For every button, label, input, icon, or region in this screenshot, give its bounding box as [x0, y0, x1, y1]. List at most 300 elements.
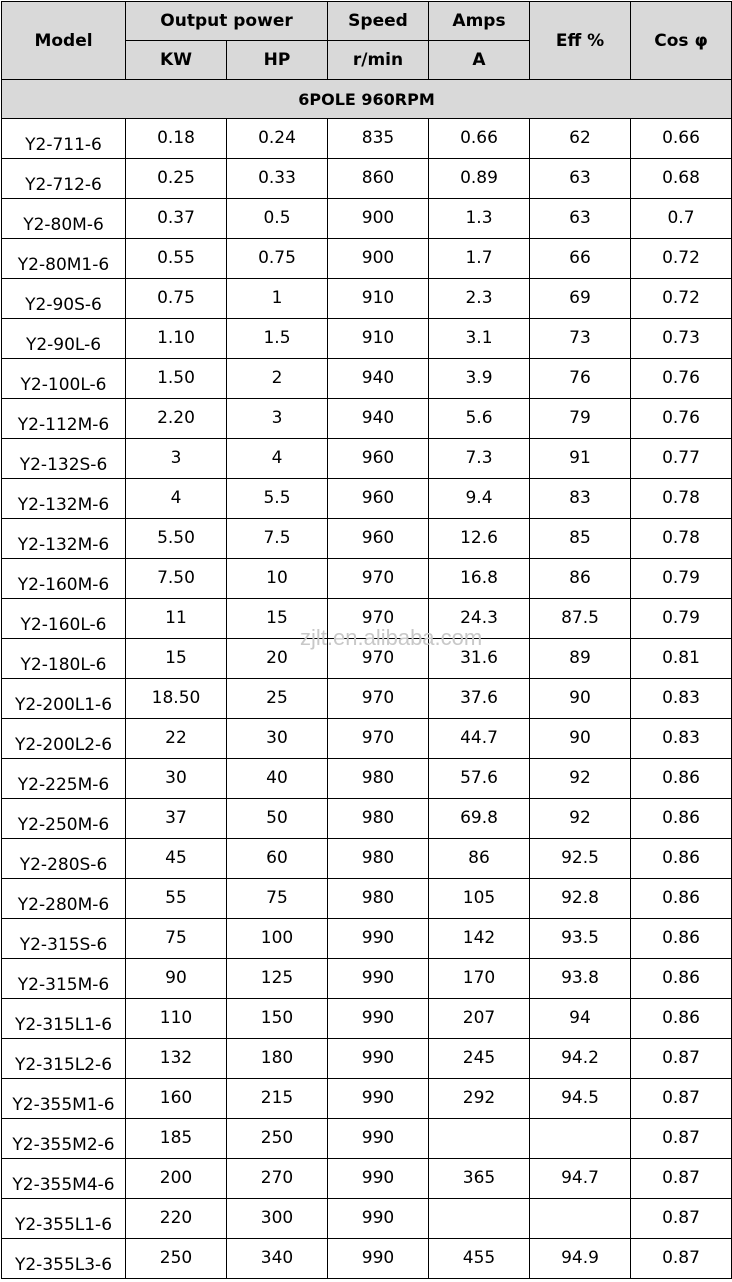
cell-speed-text: 990: [361, 1047, 395, 1068]
cell-hp-text: 125: [260, 967, 294, 988]
cell-kw-text: 7.50: [157, 567, 195, 588]
cell-speed: [328, 679, 429, 719]
cell-model-text: Y2-315M-6: [17, 974, 110, 995]
cell-speed-text: 900: [361, 207, 395, 228]
cell-amps-text: 2.3: [465, 287, 493, 308]
cell-kw-text: 0.55: [157, 247, 195, 268]
table-row: [2, 959, 732, 999]
cell-cos-text: 0.79: [662, 567, 700, 588]
cell-kw: [126, 399, 227, 439]
cell-amps-text: 0.89: [460, 167, 498, 188]
cell-kw-text: 45: [165, 847, 187, 868]
cell-kw: [126, 639, 227, 679]
cell-cos: [631, 839, 732, 879]
cell-eff-text: 89: [569, 647, 591, 668]
cell-eff: [530, 359, 631, 399]
cell-hp: [227, 1039, 328, 1079]
cell-hp-text: 7.5: [263, 527, 291, 548]
cell-cos: [631, 879, 732, 919]
watermark-text: zjlt.en.alibaba.com: [300, 625, 483, 650]
cell-model: [2, 1039, 126, 1079]
cell-model-text: Y2-80M-6: [23, 214, 104, 235]
table-row: [2, 279, 732, 319]
cell-eff: [530, 639, 631, 679]
cell-kw: [126, 199, 227, 239]
cell-cos: [631, 1119, 732, 1159]
cell-model-text: Y2-355L3-6: [14, 1254, 113, 1275]
table-row: [2, 879, 732, 919]
cell-hp: [227, 599, 328, 639]
cell-cos-text: 0.87: [662, 1087, 700, 1108]
cell-kw-text: 18.50: [151, 687, 201, 708]
cell-kw: [126, 559, 227, 599]
cell-hp: [227, 1199, 328, 1239]
cell-kw-text: 5.50: [157, 527, 195, 548]
cell-model-text: Y2-225M-6: [17, 774, 110, 795]
cell-kw: [126, 319, 227, 359]
cell-speed-text: 990: [361, 1127, 395, 1148]
cell-hp: [227, 959, 328, 999]
cell-amps-text: 292: [462, 1087, 496, 1108]
table-row: [2, 919, 732, 959]
table-row: [2, 319, 732, 359]
cell-amps-text: 245: [462, 1047, 496, 1068]
cell-eff-text: 63: [569, 167, 591, 188]
cell-hp: [227, 839, 328, 879]
cell-eff: [530, 1079, 631, 1119]
cell-speed-text: 990: [361, 1207, 395, 1228]
cell-amps-text: 3.9: [465, 367, 493, 388]
table-row: [2, 159, 732, 199]
cell-speed-text: 970: [361, 607, 395, 628]
cell-amps-text: 12.6: [460, 527, 498, 548]
cell-amps: [429, 1039, 530, 1079]
cell-speed: [328, 199, 429, 239]
cell-kw-text: 0.75: [157, 287, 195, 308]
cell-kw: [126, 959, 227, 999]
cell-model: [2, 559, 126, 599]
cell-hp: [227, 199, 328, 239]
cell-model: [2, 119, 126, 159]
cell-eff-text: 85: [569, 527, 591, 548]
table-row: [2, 1039, 732, 1079]
section-title: 6POLE 960RPM: [2, 80, 732, 119]
cell-cos-text: 0.77: [662, 447, 700, 468]
cell-cos-text: 0.86: [662, 887, 700, 908]
header-kw: KW: [126, 41, 227, 80]
cell-cos: [631, 119, 732, 159]
cell-eff: [530, 679, 631, 719]
cell-amps: [429, 759, 530, 799]
cell-amps: [429, 879, 530, 919]
cell-kw-text: 250: [159, 1247, 193, 1268]
cell-speed: [328, 119, 429, 159]
cell-cos-text: 0.73: [662, 327, 700, 348]
cell-kw-text: 220: [159, 1207, 193, 1228]
cell-eff-text: 92: [569, 767, 591, 788]
cell-speed-text: 970: [361, 567, 395, 588]
cell-hp: [227, 119, 328, 159]
cell-hp-text: 20: [266, 647, 288, 668]
table-row: [2, 999, 732, 1039]
cell-hp: [227, 439, 328, 479]
cell-speed: [328, 1239, 429, 1279]
cell-amps-text: 142: [462, 927, 496, 948]
cell-hp-text: 150: [260, 1007, 294, 1028]
cell-model-text: Y2-712-6: [25, 174, 102, 195]
cell-eff: [530, 119, 631, 159]
cell-amps: [429, 799, 530, 839]
cell-speed-text: 990: [361, 967, 395, 988]
cell-cos: [631, 239, 732, 279]
cell-model: [2, 799, 126, 839]
cell-cos-text: 0.72: [662, 247, 700, 268]
cell-eff: [530, 719, 631, 759]
motor-spec-table: [1, 1, 732, 1279]
cell-eff-text: 92.5: [561, 847, 599, 868]
table-row: [2, 239, 732, 279]
cell-speed: [328, 959, 429, 999]
cell-kw-text: 2.20: [157, 407, 195, 428]
cell-amps: [429, 1239, 530, 1279]
cell-kw: [126, 839, 227, 879]
cell-hp: [227, 519, 328, 559]
cell-cos-text: 0.79: [662, 607, 700, 628]
cell-kw-text: 90: [165, 967, 187, 988]
cell-kw-text: 0.25: [157, 167, 195, 188]
cell-kw-text: 160: [159, 1087, 193, 1108]
cell-amps: [429, 279, 530, 319]
cell-amps-text: 1.7: [465, 247, 493, 268]
cell-eff: [530, 159, 631, 199]
cell-model-text: Y2-355L1-6: [14, 1214, 113, 1235]
cell-model-text: Y2-160L-6: [20, 614, 107, 635]
cell-eff: [530, 319, 631, 359]
cell-kw: [126, 1079, 227, 1119]
cell-speed: [328, 759, 429, 799]
cell-cos: [631, 959, 732, 999]
cell-kw: [126, 759, 227, 799]
cell-amps: [429, 399, 530, 439]
cell-amps: [429, 559, 530, 599]
cell-eff: [530, 399, 631, 439]
cell-model-text: Y2-200L2-6: [14, 734, 113, 755]
cell-amps-text: 16.8: [460, 567, 498, 588]
cell-kw-text: 22: [165, 727, 187, 748]
cell-speed-text: 960: [361, 487, 395, 508]
cell-hp: [227, 479, 328, 519]
table-row: [2, 559, 732, 599]
cell-hp-text: 3: [271, 407, 283, 428]
cell-model: [2, 319, 126, 359]
cell-model: [2, 759, 126, 799]
cell-eff: [530, 839, 631, 879]
cell-cos-text: 0.86: [662, 767, 700, 788]
cell-kw-text: 75: [165, 927, 187, 948]
cell-amps-text: 31.6: [460, 647, 498, 668]
table-row: [2, 119, 732, 159]
cell-amps-text: 5.6: [465, 407, 493, 428]
cell-cos-text: 0.86: [662, 927, 700, 948]
cell-cos-text: 0.78: [662, 487, 700, 508]
cell-eff-text: 94.5: [561, 1087, 599, 1108]
cell-hp-text: 0.75: [258, 247, 296, 268]
cell-speed-text: 990: [361, 1087, 395, 1108]
cell-eff-text: 94.7: [561, 1167, 599, 1188]
cell-model-text: Y2-250M-6: [17, 814, 110, 835]
cell-eff: [530, 1199, 631, 1239]
cell-model: [2, 719, 126, 759]
cell-cos-text: 0.81: [662, 647, 700, 668]
cell-cos-text: 0.86: [662, 1007, 700, 1028]
cell-speed: [328, 1039, 429, 1079]
cell-hp: [227, 879, 328, 919]
cell-eff: [530, 599, 631, 639]
header-amps: Amps: [429, 2, 530, 41]
cell-eff-text: 83: [569, 487, 591, 508]
cell-kw-text: 1.50: [157, 367, 195, 388]
cell-model: [2, 1239, 126, 1279]
cell-eff-text: 66: [569, 247, 591, 268]
cell-speed-text: 990: [361, 927, 395, 948]
cell-amps-text: 44.7: [460, 727, 498, 748]
table-row: [2, 399, 732, 439]
cell-kw-text: 1.10: [157, 327, 195, 348]
cell-hp: [227, 919, 328, 959]
cell-eff: [530, 1119, 631, 1159]
cell-kw-text: 30: [165, 767, 187, 788]
cell-speed: [328, 999, 429, 1039]
cell-speed-text: 900: [361, 247, 395, 268]
table-header: [2, 2, 732, 80]
table-row: [2, 1079, 732, 1119]
cell-hp-text: 100: [260, 927, 294, 948]
cell-hp: [227, 1079, 328, 1119]
cell-hp-text: 340: [260, 1247, 294, 1268]
cell-hp-text: 1.5: [263, 327, 291, 348]
cell-kw: [126, 599, 227, 639]
cell-model: [2, 279, 126, 319]
cell-cos: [631, 719, 732, 759]
cell-speed: [328, 359, 429, 399]
cell-hp-text: 60: [266, 847, 288, 868]
cell-hp-text: 10: [266, 567, 288, 588]
cell-cos: [631, 439, 732, 479]
cell-amps: [429, 919, 530, 959]
cell-speed: [328, 599, 429, 639]
cell-speed: [328, 1159, 429, 1199]
table-row: [2, 719, 732, 759]
cell-hp-text: 50: [266, 807, 288, 828]
cell-hp-text: 0.33: [258, 167, 296, 188]
header-output-power: Output power: [126, 2, 328, 41]
table-row: [2, 439, 732, 479]
table-row: [2, 519, 732, 559]
cell-speed: [328, 479, 429, 519]
cell-speed-text: 980: [361, 847, 395, 868]
cell-model-text: Y2-355M4-6: [12, 1174, 115, 1195]
cell-amps: [429, 1079, 530, 1119]
cell-hp-text: 75: [266, 887, 288, 908]
cell-kw-text: 3: [170, 447, 182, 468]
cell-eff-text: 62: [569, 127, 591, 148]
cell-eff: [530, 239, 631, 279]
table-row: [2, 639, 732, 679]
cell-cos-text: 0.83: [662, 727, 700, 748]
table-row: [2, 679, 732, 719]
cell-model: [2, 439, 126, 479]
cell-eff-text: 73: [569, 327, 591, 348]
cell-amps: [429, 1199, 530, 1239]
cell-model-text: Y2-132S-6: [19, 454, 108, 475]
cell-speed: [328, 159, 429, 199]
cell-cos-text: 0.76: [662, 407, 700, 428]
cell-cos: [631, 799, 732, 839]
cell-model: [2, 519, 126, 559]
cell-speed: [328, 919, 429, 959]
cell-cos-text: 0.72: [662, 287, 700, 308]
table-row: [2, 199, 732, 239]
cell-amps: [429, 319, 530, 359]
cell-model-text: Y2-90L-6: [25, 334, 102, 355]
cell-speed-text: 990: [361, 1007, 395, 1028]
cell-speed: [328, 519, 429, 559]
cell-cos: [631, 1159, 732, 1199]
cell-model: [2, 1119, 126, 1159]
cell-hp: [227, 399, 328, 439]
cell-amps: [429, 719, 530, 759]
cell-model-text: Y2-200L1-6: [14, 694, 113, 715]
cell-speed-text: 940: [361, 407, 395, 428]
cell-model: [2, 599, 126, 639]
cell-speed: [328, 1079, 429, 1119]
cell-cos-text: 0.7: [667, 207, 695, 228]
cell-eff: [530, 1039, 631, 1079]
cell-hp: [227, 559, 328, 599]
table-row: [2, 359, 732, 399]
cell-hp-text: 4: [271, 447, 283, 468]
cell-kw: [126, 799, 227, 839]
cell-cos: [631, 319, 732, 359]
table-row: [2, 599, 732, 639]
cell-hp-text: 0.5: [263, 207, 291, 228]
cell-speed: [328, 279, 429, 319]
cell-amps-text: 24.3: [460, 607, 498, 628]
cell-cos: [631, 679, 732, 719]
cell-speed-text: 970: [361, 687, 395, 708]
cell-speed-text: 860: [361, 167, 395, 188]
cell-model: [2, 479, 126, 519]
cell-model: [2, 879, 126, 919]
cell-amps: [429, 1159, 530, 1199]
cell-cos: [631, 519, 732, 559]
cell-hp: [227, 999, 328, 1039]
cell-cos: [631, 199, 732, 239]
cell-amps: [429, 679, 530, 719]
cell-speed-text: 990: [361, 1167, 395, 1188]
cell-cos-text: 0.87: [662, 1047, 700, 1068]
cell-cos: [631, 1199, 732, 1239]
cell-speed: [328, 399, 429, 439]
table-row: [2, 759, 732, 799]
cell-hp-text: 180: [260, 1047, 294, 1068]
cell-hp: [227, 159, 328, 199]
cell-kw-text: 185: [159, 1127, 193, 1148]
cell-model: [2, 199, 126, 239]
header-hp: HP: [227, 41, 328, 80]
cell-amps: [429, 1119, 530, 1159]
cell-kw: [126, 159, 227, 199]
cell-kw-text: 55: [165, 887, 187, 908]
cell-speed-text: 970: [361, 647, 395, 668]
cell-model-text: Y2-100L-6: [20, 374, 107, 395]
cell-model: [2, 1079, 126, 1119]
cell-amps: [429, 599, 530, 639]
cell-amps-text: 207: [462, 1007, 496, 1028]
cell-cos: [631, 279, 732, 319]
cell-hp: [227, 679, 328, 719]
cell-speed: [328, 1199, 429, 1239]
cell-kw: [126, 719, 227, 759]
cell-hp: [227, 1239, 328, 1279]
cell-hp-text: 25: [266, 687, 288, 708]
cell-model-text: Y2-355M2-6: [12, 1134, 115, 1155]
table-row: [2, 1199, 732, 1239]
cell-eff: [530, 439, 631, 479]
cell-model-text: Y2-180L-6: [20, 654, 107, 675]
cell-amps-text: 37.6: [460, 687, 498, 708]
cell-hp-text: 0.24: [258, 127, 296, 148]
cell-cos: [631, 559, 732, 599]
cell-amps: [429, 999, 530, 1039]
cell-eff-text: 69: [569, 287, 591, 308]
cell-kw: [126, 359, 227, 399]
cell-hp: [227, 1159, 328, 1199]
cell-cos: [631, 919, 732, 959]
cell-cos: [631, 359, 732, 399]
cell-model: [2, 959, 126, 999]
header-model: Model: [2, 2, 126, 80]
cell-kw-text: 0.37: [157, 207, 195, 228]
cell-cos-text: 0.83: [662, 687, 700, 708]
cell-hp-text: 250: [260, 1127, 294, 1148]
cell-kw: [126, 479, 227, 519]
cell-speed-text: 960: [361, 447, 395, 468]
cell-eff: [530, 559, 631, 599]
cell-amps: [429, 959, 530, 999]
cell-cos: [631, 159, 732, 199]
cell-amps: [429, 519, 530, 559]
cell-kw: [126, 1039, 227, 1079]
cell-amps: [429, 119, 530, 159]
cell-kw: [126, 999, 227, 1039]
cell-eff-text: 92.8: [561, 887, 599, 908]
cell-speed-text: 910: [361, 287, 395, 308]
cell-speed-text: 960: [361, 527, 395, 548]
table-row: [2, 799, 732, 839]
table-row: [2, 1159, 732, 1199]
table-row: [2, 479, 732, 519]
cell-eff: [530, 199, 631, 239]
cell-kw: [126, 1119, 227, 1159]
cell-speed: [328, 239, 429, 279]
table-row: [2, 1119, 732, 1159]
cell-speed: [328, 639, 429, 679]
cell-kw-text: 200: [159, 1167, 193, 1188]
cell-eff-text: 92: [569, 807, 591, 828]
cell-hp-text: 40: [266, 767, 288, 788]
cell-hp-text: 300: [260, 1207, 294, 1228]
